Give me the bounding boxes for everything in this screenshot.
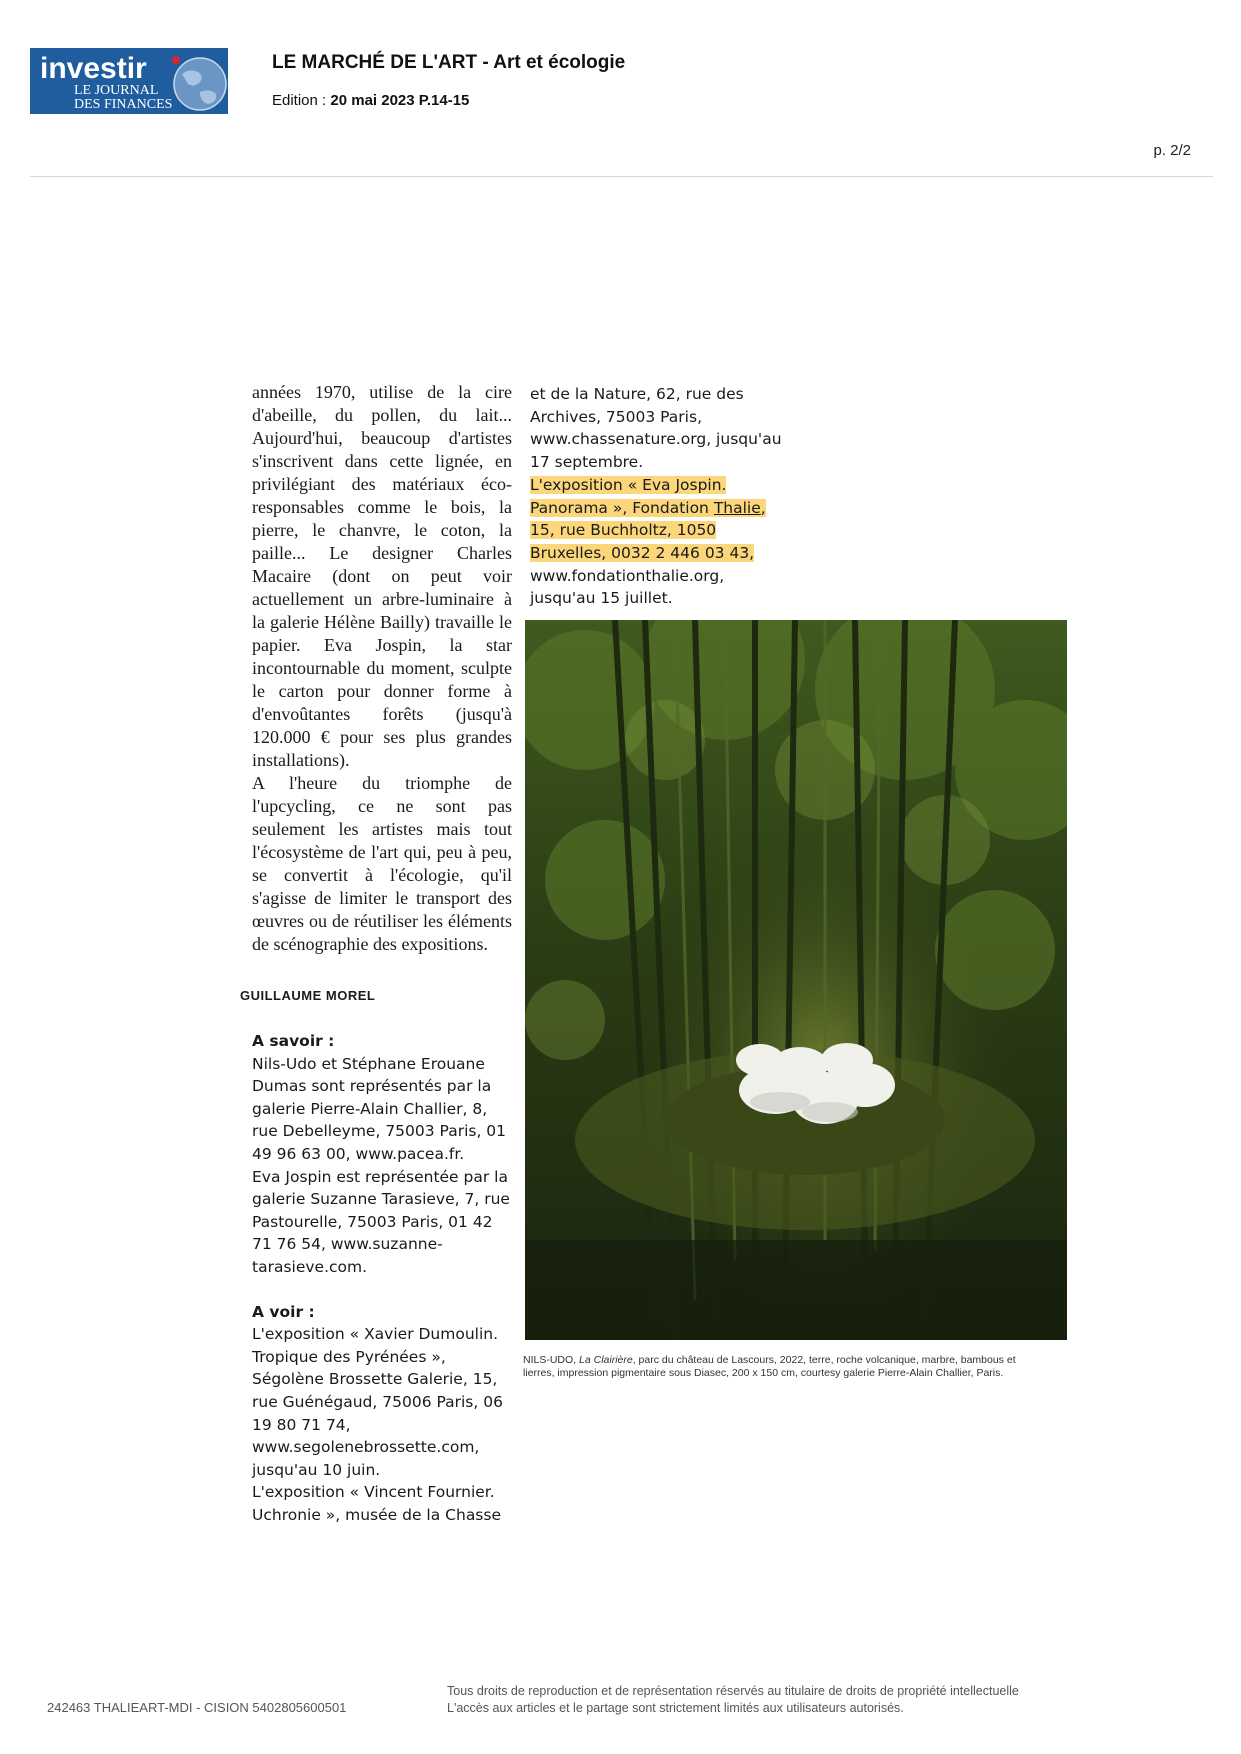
header-divider — [30, 176, 1213, 177]
investir-logo — [30, 48, 228, 114]
info-continuation — [530, 383, 790, 610]
savoir-text-2: Eva Jospin est représentée par la galerie Suzanne Tarasieve, 7, rue Pastourelle, 75003 Paris, 01 42 71 76 54, www.suzanne-tarasieve.com. — [252, 1167, 510, 1276]
highlight-line-1: L'exposition « Eva Jospin. — [530, 475, 727, 494]
article-paragraph-2: A l'heure du triomphe de l'upcycling, ce ne sont pas seulement les artistes mais tout l'écosystème de l'art qui, peu à peu, se convertit à l'écologie, qu'il s'agisse de limiter le transport des œuvres ou de réutiliser les éléments de scénographie des expositions. — [252, 773, 512, 954]
savoir-heading: A savoir : — [252, 1032, 335, 1050]
logo-line2: LE JOURNAL — [74, 83, 159, 98]
highlight-line-3: 15, rue Buchholtz, 1050 Bruxelles, 0032 2 446 03 43, — [530, 521, 755, 562]
page-number: p. 2/2 — [1153, 142, 1191, 159]
edition-line — [272, 92, 469, 109]
footer-rights — [447, 1683, 1019, 1717]
highlight-thalie: Thalie — [713, 498, 761, 517]
spacer — [252, 1279, 514, 1301]
logo-word: investir — [40, 52, 147, 85]
voir-text-1: L'exposition « Xavier Dumoulin. Tropique des Pyrénées », Ségolène Brossette Galerie, 15, rue Guénégaud, 75006 Paris, 06 19 80 71 74, www.segolenebrossette.com, jusqu'au 10 juin. — [252, 1325, 503, 1479]
article-author: GUILLAUME MOREL — [240, 988, 376, 1003]
savoir-text-1: Nils-Udo et Stéphane Erouane Dumas sont représentés par la galerie Pierre-Alain Challier, 8, rue Debelleyme, 75003 Paris, 01 49 96 63 00, www.pacea.fr. — [252, 1054, 507, 1163]
caption-rest: , parc du château de Lascours, 2022, terre, roche volcanique, marbre, bambous et lierres, impression pigmentaire sous Diasec, 200 x 150 cm, courtesy galerie Pierre-Alain Challier, Paris. — [523, 1354, 1016, 1379]
article-body — [252, 381, 512, 956]
photo-caption — [523, 1354, 1043, 1380]
highlight-line-2: Panorama », Fondation — [530, 498, 714, 517]
edition-label: Edition : — [272, 92, 331, 109]
article-paragraph-1: années 1970, utilise de la cire d'abeille, du pollen, du lait... Aujourd'hui, beaucoup d'artistes s'inscrivent dans cette lignée, en privilégiant des matériaux éco-responsables comme le bois, la pierre, le chanvre, le coton, la paille... Le designer Charles Macaire (dont on peut voir actuellement un arbre-luminaire à la galerie Hélène Bailly) travaille le papier. Eva Jospin, la star incontournable du moment, sculpte le carton pour donner forme à d'envoûtantes forêts (jusqu'à 120.000 € pour ses plus grandes installations). — [252, 382, 512, 770]
edition-value: 20 mai 2023 P.14-15 — [330, 92, 470, 109]
continuation-text: et de la Nature, 62, rue des Archives, 75003 Paris, www.chassenature.org, jusqu'au 17 septembre. — [530, 385, 782, 472]
rights-line-1: Tous droits de reproduction et de représentation réservés au titulaire de droits de propriété intellectuelle — [447, 1684, 1019, 1698]
caption-credit: NILS-UDO, — [523, 1354, 580, 1366]
info-box — [252, 1030, 514, 1526]
highlight-comma: , — [760, 498, 766, 517]
voir-heading: A voir : — [252, 1302, 315, 1321]
caption-title: La Clairière — [579, 1354, 633, 1366]
tail-text: www.fondationthalie.org, jusqu'au 15 juillet. — [530, 566, 725, 608]
logo-line3: DES FINANCES — [74, 97, 173, 112]
section-title: LE MARCHÉ DE L'ART - Art et écologie — [272, 52, 626, 73]
artwork-photo — [525, 620, 1067, 1340]
voir-text-2: L'exposition « Vincent Fournier. Uchronie », musée de la Chasse — [252, 1483, 501, 1524]
rights-line-2: L'accès aux articles et le partage sont strictement limités aux utilisateurs autorisés. — [447, 1701, 904, 1715]
footer-id: 242463 THALIEART-MDI - CISION 5402805600501 — [47, 1700, 347, 1715]
